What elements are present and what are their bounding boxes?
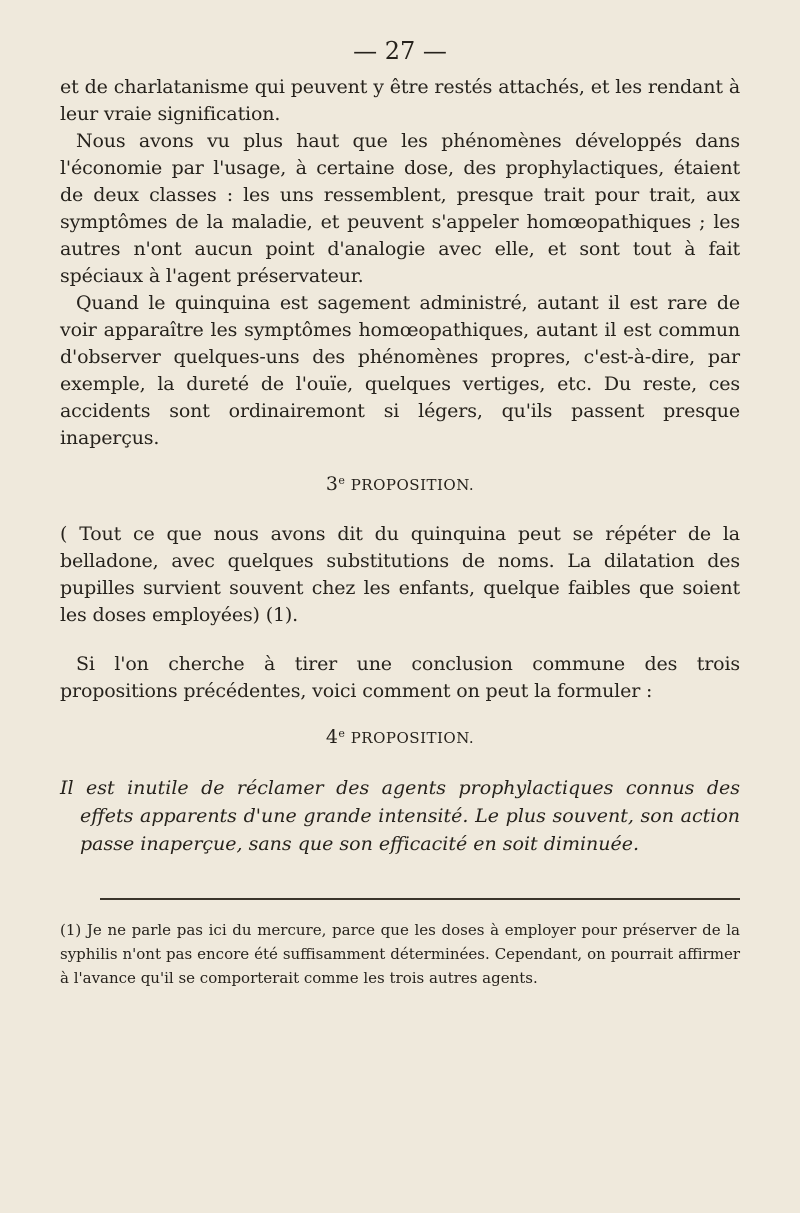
- paragraph-conclusion: Si l'on cherche à tirer une conclusion commune des trois propositions précédentes, voici comment on peut la formuler :: [60, 653, 740, 702]
- paragraph-phenomena: Nous avons vu plus haut que les phénomènes développés dans l'économie par l'usage, à certaine dose, des prophylactiques, étaient de deux classes : les uns ressemblent, presque trait pour trait, aux symptômes de la maladie, et peuvent s'appeler homœopathiques ; les autres n'ont aucun point d'analogie avec elle, et sont tout à fait spéciaux à l'agent préservateur.: [60, 130, 740, 287]
- paragraph-continuation: et de charlatanisme qui peuvent y être restés attachés, et les rendant à leur vraie signification.: [60, 76, 740, 125]
- heading-proposition-4: [60, 727, 740, 748]
- footnote-divider: [100, 898, 740, 900]
- paragraph-belladone: ( Tout ce que nous avons dit du quinquina peut se répéter de la belladone, avec quelques substitutions de noms. La dilatation des pupilles survient souvent chez les enfants, quelque faibles que soient les doses employées) (1).: [60, 523, 740, 626]
- paragraph-quinquina: Quand le quinquina est sagement administré, autant il est rare de voir apparaître les symptômes homœopathiques, autant il est commun d'observer quelques-uns des phénomènes propres, c'est-à-dire, par exemple, la dureté de l'ouïe, quelques vertiges, etc. Du reste, ces accidents sont ordinairemont si légers, qu'ils passent presque inaperçus.: [60, 292, 740, 449]
- heading-4-sup: e: [338, 727, 346, 740]
- heading-proposition-3: [60, 474, 740, 495]
- page: [60, 36, 740, 990]
- heading-3-number: 3: [325, 473, 339, 495]
- heading-4-number: 4: [325, 726, 339, 748]
- proposition-4-text: Il est inutile de réclamer des agents prophylactiques connus des effets apparents d'une grande intensité. Le plus souvent, son action passe inaperçue, sans que son efficacité en soit diminuée.: [60, 777, 740, 855]
- heading-4-label: PROPOSITION.: [350, 729, 475, 747]
- heading-3-label: PROPOSITION.: [350, 476, 475, 494]
- footnote: (1) Je ne parle pas ici du mercure, parce que les doses à employer pour préserver de la syphilis n'ont pas encore été suffisamment déterminées. Cependant, on pourrait affirmer à l'avance qu'il se comporterait comme les trois autres agents.: [60, 921, 740, 987]
- page-number: — 27 —: [353, 37, 447, 65]
- heading-3-sup: e: [338, 474, 346, 487]
